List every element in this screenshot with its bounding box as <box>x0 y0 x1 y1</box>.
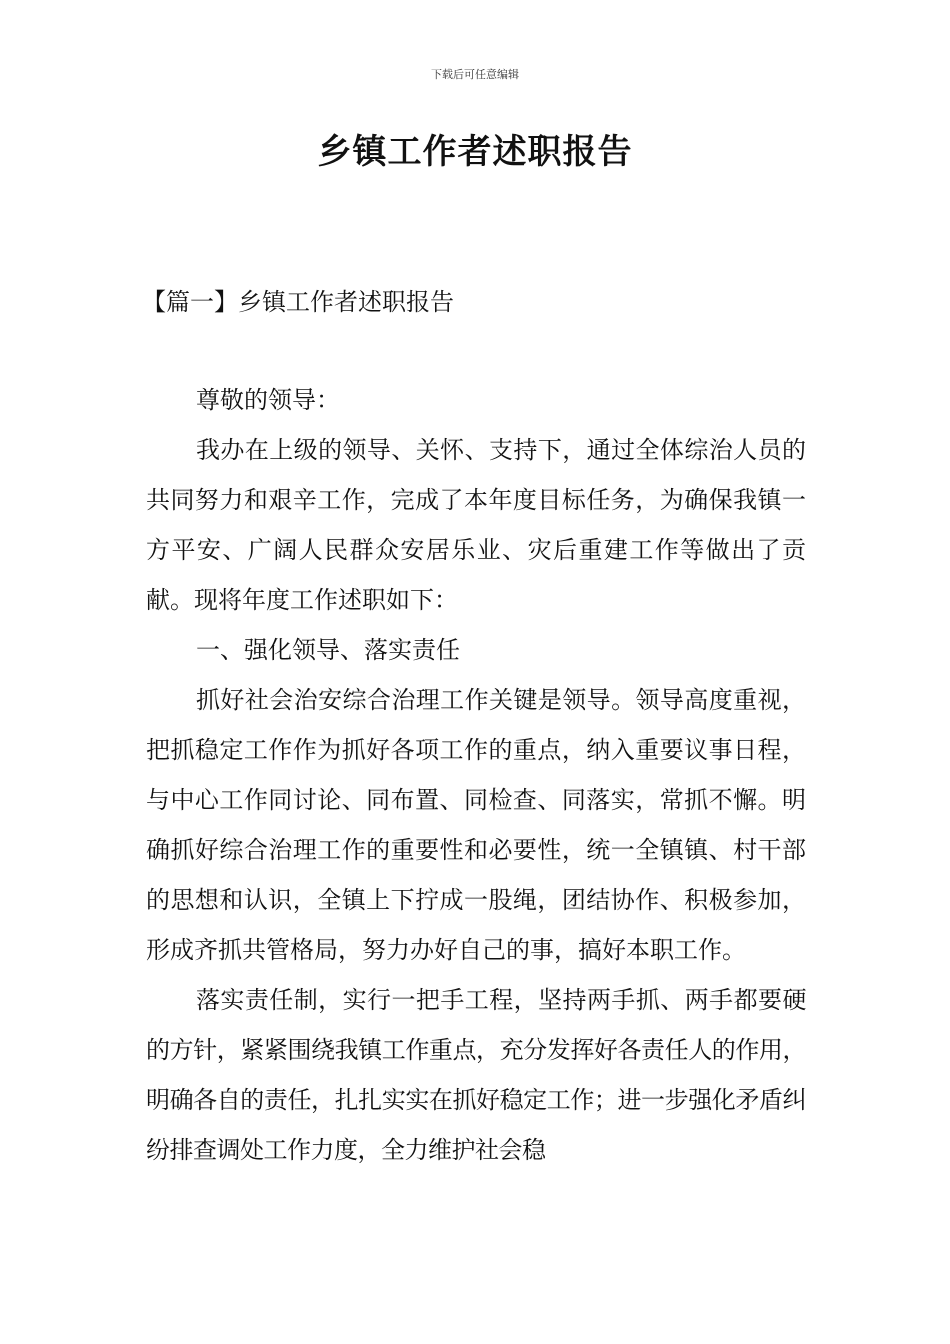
salutation: 尊敬的领导： <box>196 386 340 414</box>
header-note: 下载后可任意编辑 <box>431 68 519 81</box>
subsection-heading: 一、强化领导、落实责任 <box>196 636 460 664</box>
document-body <box>146 375 806 1175</box>
body-paragraph-2: 抓好社会治安综合治理工作关键是领导。领导高度重视，把抓稳定工作作为抓好各项工作的重点，纳入重要议事日程，与中心工作同讨论、同布置、同检查、同落实，常抓不懈。明确抓好综合治理工作的重要性和必要性，统一全镇镇、村干部的思想和认识，全镇上下拧成一股绳，团结协作、积极参加，形成齐抓共管格局，努力办好自己的事，搞好本职工作。 <box>146 686 806 964</box>
section-heading: 【篇一】乡镇工作者述职报告 <box>142 288 454 316</box>
document-title: 乡镇工作者述职报告 <box>317 132 633 172</box>
body-paragraph-3: 落实责任制，实行一把手工程，坚持两手抓、两手都要硬的方针，紧紧围绕我镇工作重点，充分发挥好各责任人的作用，明确各自的责任，扎扎实实在抓好稳定工作；进一步强化矛盾纠纷排查调处工作力度，全力维护社会稳 <box>146 986 806 1164</box>
body-paragraph-1: 我办在上级的领导、关怀、支持下，通过全体综治人员的共同努力和艰辛工作，完成了本年度目标任务，为确保我镇一方平安、广阔人民群众安居乐业、灾后重建工作等做出了贡献。现将年度工作述职如下： <box>146 436 806 614</box>
